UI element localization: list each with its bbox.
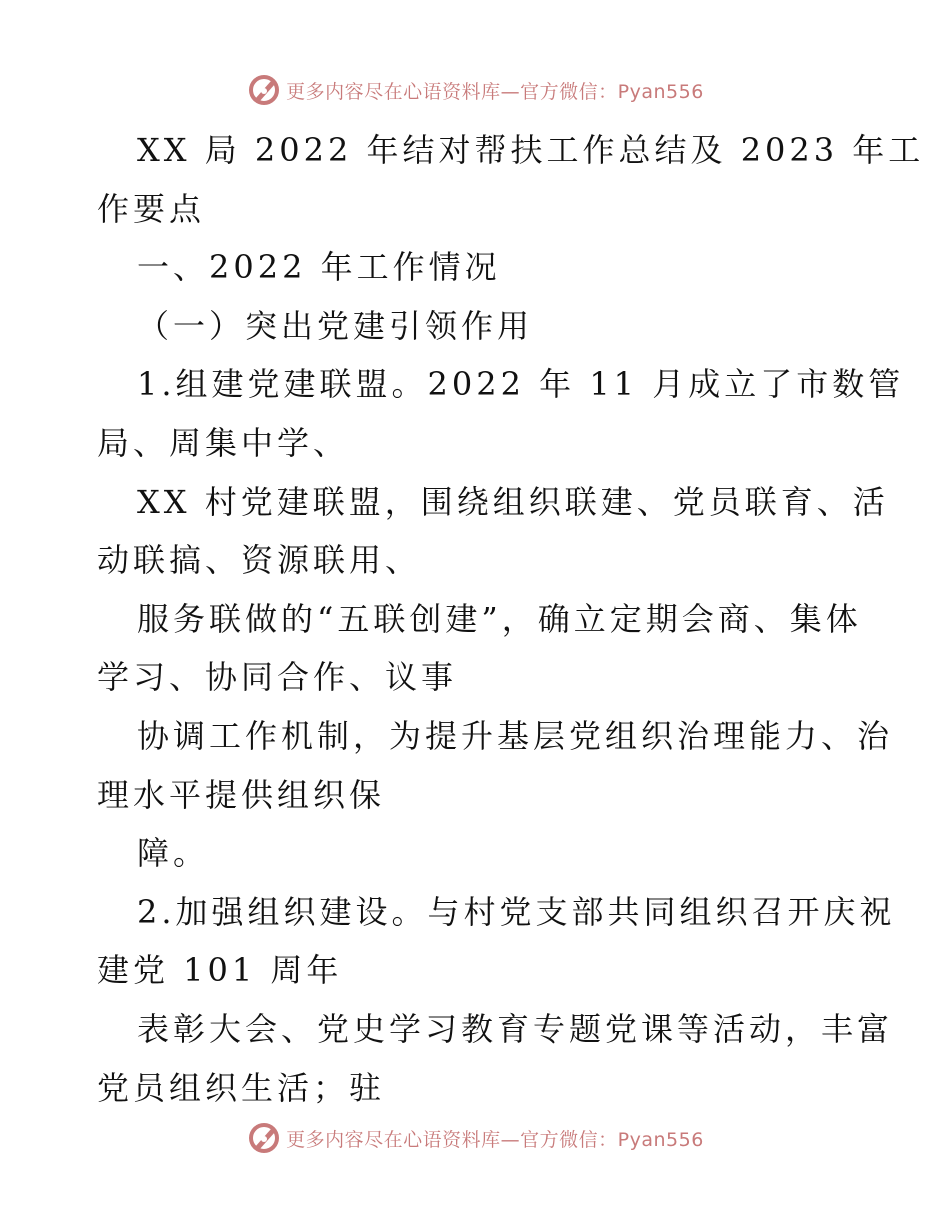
subsection-heading: （一）突出党建引领作用 — [137, 306, 534, 345]
pen-seal-logo-icon — [246, 72, 282, 108]
header-watermark — [0, 70, 950, 110]
paragraph-line: 党员组织生活；驻 — [97, 1068, 386, 1107]
footer-watermark — [0, 1118, 950, 1158]
paragraph-line: XX 村党建联盟，围绕组织联建、党员联育、活 — [137, 482, 889, 521]
paragraph-line: 建党 101 周年 — [97, 951, 343, 990]
document-body — [97, 121, 925, 1117]
paragraph-line: 动联搞、资源联用、 — [97, 541, 422, 580]
pen-seal-logo-icon — [246, 1120, 282, 1156]
paragraph-line: 局、周集中学、 — [97, 423, 350, 462]
paragraph-line: 1.组建党建联盟。2022 年 11 月成立了市数管 — [137, 365, 905, 404]
paragraph-line: 2.加强组织建设。与村党支部共同组织召开庆祝 — [137, 892, 896, 931]
paragraph-line: 障。 — [137, 834, 210, 873]
paragraph-line: 学习、协同合作、议事 — [97, 658, 458, 697]
paragraph-line: 表彰大会、党史学习教育专题党课等活动，丰富 — [137, 1009, 894, 1048]
watermark-text: 更多内容尽在心语资料库—官方微信：Pyan556 — [286, 80, 704, 103]
paragraph-line: 理水平提供组织保 — [97, 775, 386, 814]
section-heading: 一、2022 年工作情况 — [137, 248, 501, 287]
watermark-text: 更多内容尽在心语资料库—官方微信：Pyan556 — [286, 1128, 704, 1151]
paragraph-line: 协调工作机制，为提升基层党组织治理能力、治 — [137, 716, 894, 755]
title-line-1: XX 局 2022 年结对帮扶工作总结及 2023 年工 — [137, 131, 925, 169]
paragraph-line: 服务联做的“五联创建”，确立定期会商、集体 — [137, 599, 862, 638]
title-line-2: 作要点 — [97, 189, 206, 228]
